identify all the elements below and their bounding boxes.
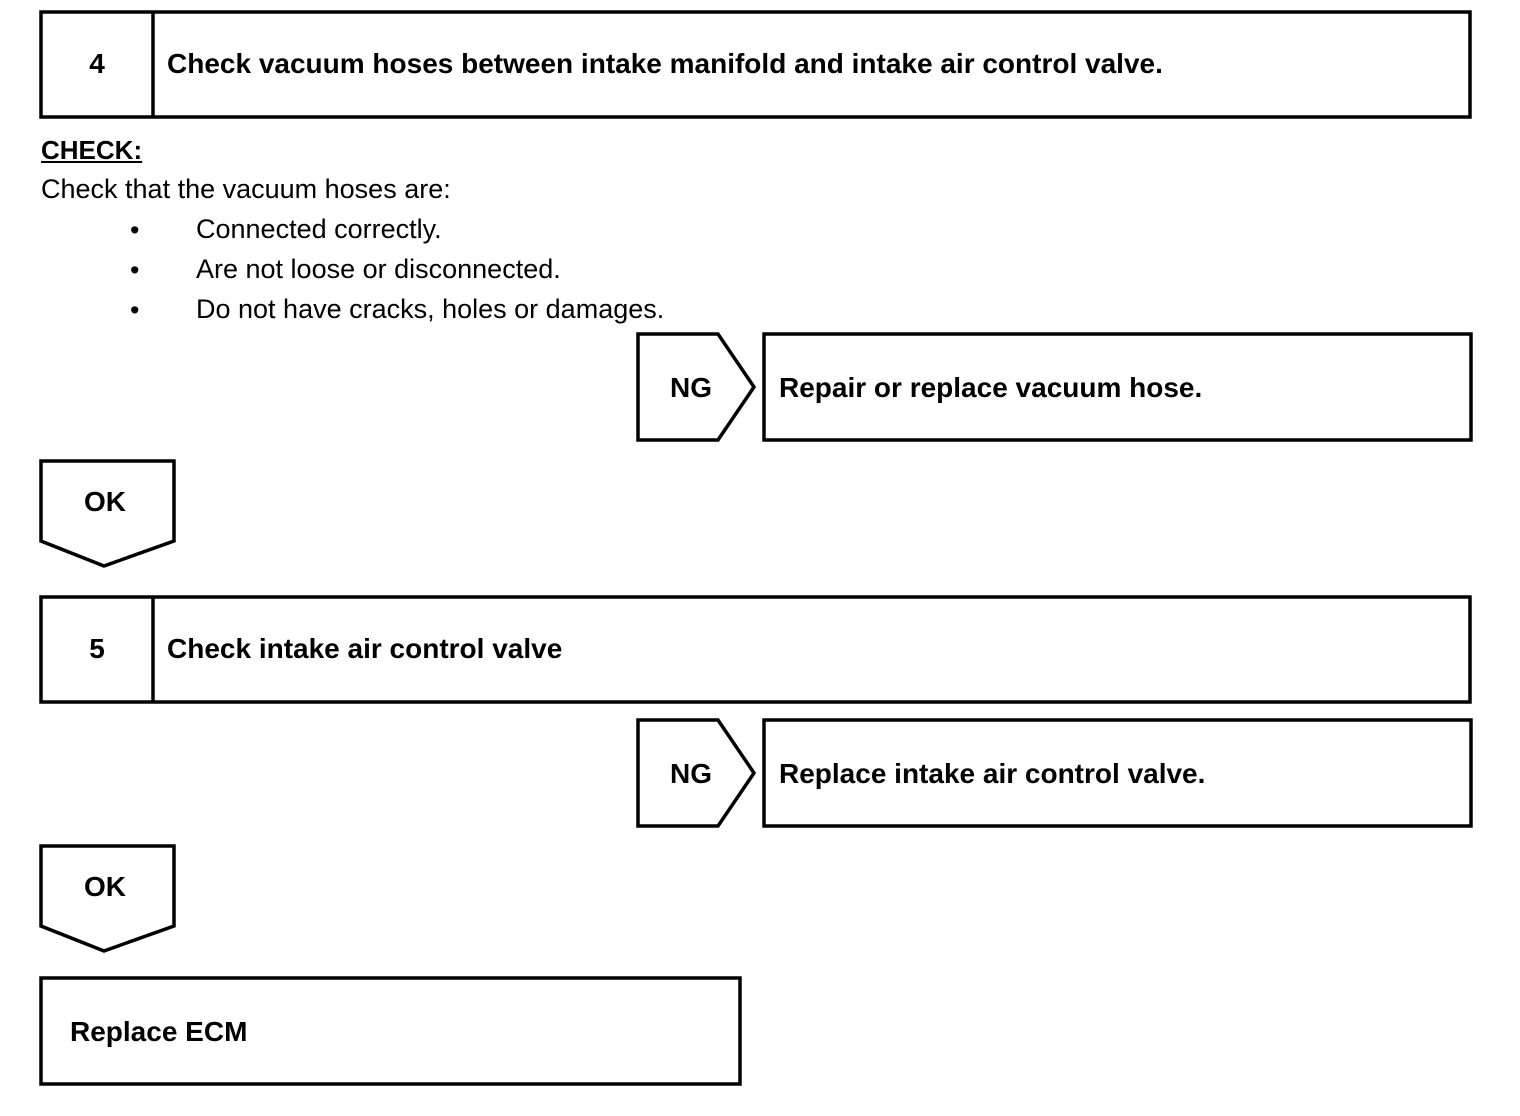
check-item: Are not loose or disconnected. [196,254,561,284]
check-item: Connected correctly. [196,214,442,244]
ng1-action: Repair or replace vacuum hose. [779,372,1203,403]
ng1-label: NG [670,372,712,403]
ok2-label: OK [84,871,126,902]
step4-number: 4 [89,48,105,79]
ok1-label: OK [84,486,126,517]
bullet-icon: • [130,215,140,245]
ng2-label: NG [670,758,712,789]
step5-number: 5 [89,633,105,664]
check-heading: CHECK: [41,135,143,165]
bullet-icon: • [130,295,140,325]
step5-title: Check intake air control valve [167,633,563,664]
check-item: Do not have cracks, holes or damages. [196,294,665,324]
step4-title: Check vacuum hoses between intake manifold and intake air control valve. [167,48,1163,79]
bullet-icon: • [130,255,140,285]
ng2-action: Replace intake air control valve. [779,758,1206,789]
check-intro: Check that the vacuum hoses are: [41,174,451,204]
final-action: Replace ECM [70,1016,248,1047]
